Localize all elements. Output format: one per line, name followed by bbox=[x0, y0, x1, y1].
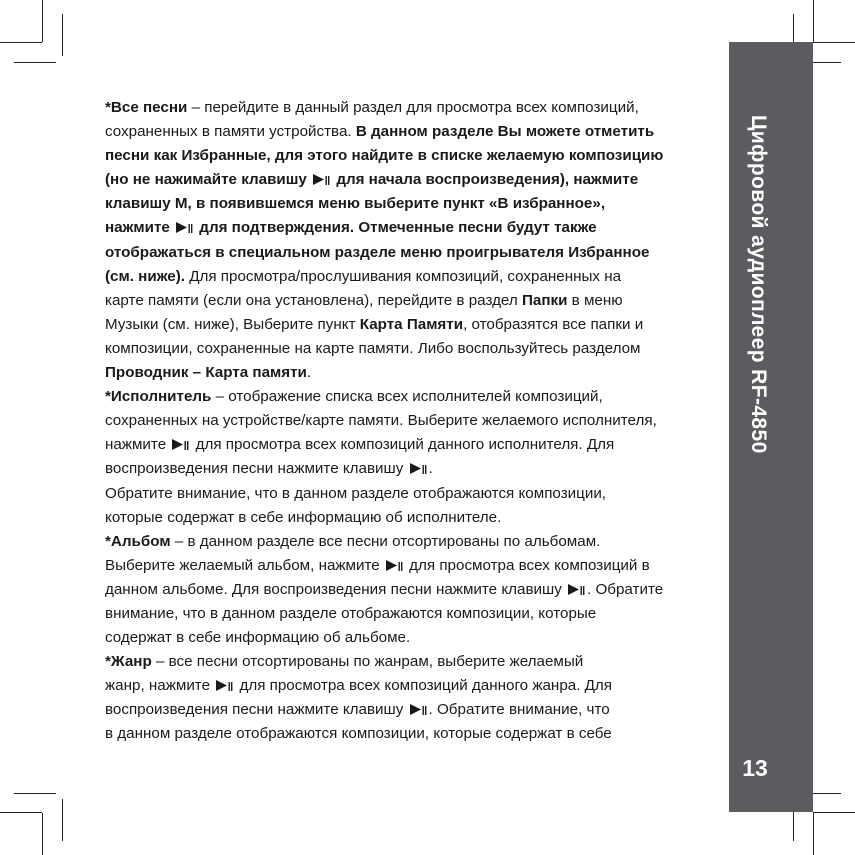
text-run: композиции, сохраненные на карте памяти. Либо воспользуйтесь разделом bbox=[105, 339, 641, 357]
play-pause-icon bbox=[313, 174, 330, 185]
text-run: . Обратите bbox=[587, 580, 664, 598]
text-run: Музыки (см. ниже), Выберите пункт bbox=[105, 315, 360, 333]
text-line bbox=[105, 120, 705, 144]
crop-mark bbox=[62, 799, 63, 841]
text-line bbox=[105, 313, 705, 337]
bold-text: *Альбом bbox=[105, 532, 171, 550]
text-line bbox=[105, 578, 705, 602]
text-line bbox=[105, 289, 705, 313]
text-run: . bbox=[428, 460, 433, 478]
text-run: , отобразятся все папки и bbox=[463, 315, 644, 333]
bold-text: *Исполнитель bbox=[105, 388, 212, 406]
text-line bbox=[105, 144, 705, 168]
crop-mark bbox=[813, 42, 855, 43]
crop-mark bbox=[14, 62, 56, 63]
crop-mark bbox=[813, 813, 814, 855]
text-run: для просмотра всех композиций в bbox=[404, 556, 650, 574]
text-run: воспроизведения песни нажмите клавишу bbox=[105, 701, 408, 719]
bold-text: (см. ниже). bbox=[105, 267, 185, 285]
text-line bbox=[105, 530, 705, 554]
text-run: – перейдите в данный раздел для просмотра всех композиций, bbox=[187, 99, 639, 116]
text-line bbox=[105, 506, 705, 530]
bold-text: клавишу M, в появившемся меню выберите пункт «В избранное», bbox=[105, 195, 606, 213]
bold-text: для начала воспроизведения), нажмите bbox=[332, 171, 639, 189]
text-line bbox=[105, 337, 705, 361]
play-pause-icon bbox=[410, 704, 427, 715]
text-run: . bbox=[306, 364, 312, 382]
page-number: 13 bbox=[742, 755, 768, 781]
text-line bbox=[105, 216, 705, 240]
text-line bbox=[105, 168, 705, 192]
text-run: Для просмотра/прослушивания композиций, сохраненных на bbox=[184, 267, 622, 285]
crop-mark bbox=[0, 812, 42, 813]
crop-mark bbox=[14, 793, 56, 794]
crop-mark bbox=[813, 812, 855, 813]
crop-mark bbox=[813, 0, 814, 42]
bold-text: *Жанр bbox=[105, 653, 152, 671]
bold-text: песни как Избранные, для этого найдите в списке желаемую композицию bbox=[105, 147, 664, 165]
bold-text: (но не нажимайте клавишу bbox=[105, 171, 312, 189]
text-line bbox=[105, 96, 705, 120]
bold-text: Папки bbox=[521, 291, 568, 309]
text-run: сохраненных в памяти устройства. bbox=[105, 123, 356, 141]
text-line bbox=[105, 674, 705, 698]
bold-text: отображаться в специальном разделе меню проигрывателя Избранное bbox=[105, 243, 650, 261]
text-line bbox=[105, 385, 705, 409]
text-run: жанр, нажмите bbox=[105, 677, 215, 695]
bold-text: для подтверждения. Отмеченные песни будут также bbox=[195, 219, 597, 237]
crop-mark bbox=[42, 813, 43, 855]
text-line bbox=[105, 192, 705, 216]
text-line bbox=[105, 241, 705, 265]
body-text bbox=[105, 96, 705, 747]
bold-text: *Все песни bbox=[105, 99, 188, 116]
text-line bbox=[105, 698, 705, 722]
play-pause-icon bbox=[568, 584, 585, 595]
text-run: внимание, что в данном разделе отображаются композиции, которые bbox=[105, 604, 597, 622]
text-run: содержат в себе информацию об альбоме. bbox=[105, 629, 411, 647]
text-run: в данном разделе отображаются композиции, которые содержат в себе bbox=[105, 725, 612, 743]
play-pause-icon bbox=[172, 439, 189, 450]
text-run: для просмотра всех композиций данного исполнителя. Для bbox=[191, 436, 615, 454]
text-run: воспроизведения песни нажмите клавишу bbox=[105, 460, 408, 478]
text-line bbox=[105, 409, 705, 433]
text-run: которые содержат в себе информацию об исполнителе. bbox=[105, 508, 502, 526]
bold-text: В данном разделе Вы можете отметить bbox=[355, 123, 655, 141]
text-run: – все песни отсортированы по жанрам, выберите желаемый bbox=[151, 653, 584, 671]
text-line bbox=[105, 457, 705, 481]
crop-mark bbox=[0, 42, 42, 43]
text-line bbox=[105, 554, 705, 578]
text-line bbox=[105, 722, 705, 746]
side-title-text: Цифровой аудиоплеер RF-4850 bbox=[747, 114, 770, 454]
text-line bbox=[105, 433, 705, 457]
text-run: для просмотра всех композиций данного жанра. Для bbox=[235, 677, 613, 695]
bold-text: Проводник – Карта памяти bbox=[105, 364, 307, 382]
text-run: – отображение списка всех исполнителей композиций, bbox=[211, 388, 603, 406]
text-run: – в данном разделе все песни отсортированы по альбомам. bbox=[170, 532, 601, 550]
play-pause-icon bbox=[176, 222, 193, 233]
bold-text: Карта Памяти bbox=[359, 315, 464, 333]
text-run: нажмите bbox=[105, 436, 171, 454]
text-run: карте памяти (если она установлена), перейдите в раздел bbox=[105, 291, 522, 309]
crop-mark bbox=[42, 0, 43, 42]
text-line bbox=[105, 265, 705, 289]
bold-text: нажмите bbox=[105, 219, 175, 237]
crop-mark bbox=[62, 14, 63, 56]
text-run: данном альбоме. Для воспроизведения песни нажмите клавишу bbox=[105, 580, 567, 598]
text-run: в меню bbox=[567, 291, 623, 309]
text-run: Выберите желаемый альбом, нажмите bbox=[105, 556, 384, 574]
side-title bbox=[728, 99, 788, 469]
text-line bbox=[105, 626, 705, 650]
play-pause-icon bbox=[216, 680, 233, 691]
play-pause-icon bbox=[386, 560, 403, 571]
text-line bbox=[105, 602, 705, 626]
text-run: сохраненных на устройстве/карте памяти. Выберите желаемого исполнителя, bbox=[105, 412, 657, 430]
text-run: . Обратите внимание, что bbox=[428, 701, 610, 719]
text-line bbox=[105, 361, 705, 385]
text-line bbox=[105, 482, 705, 506]
text-run: Обратите внимание, что в данном разделе отображаются композиции, bbox=[105, 484, 607, 502]
play-pause-icon bbox=[410, 463, 427, 474]
text-line bbox=[105, 650, 705, 674]
